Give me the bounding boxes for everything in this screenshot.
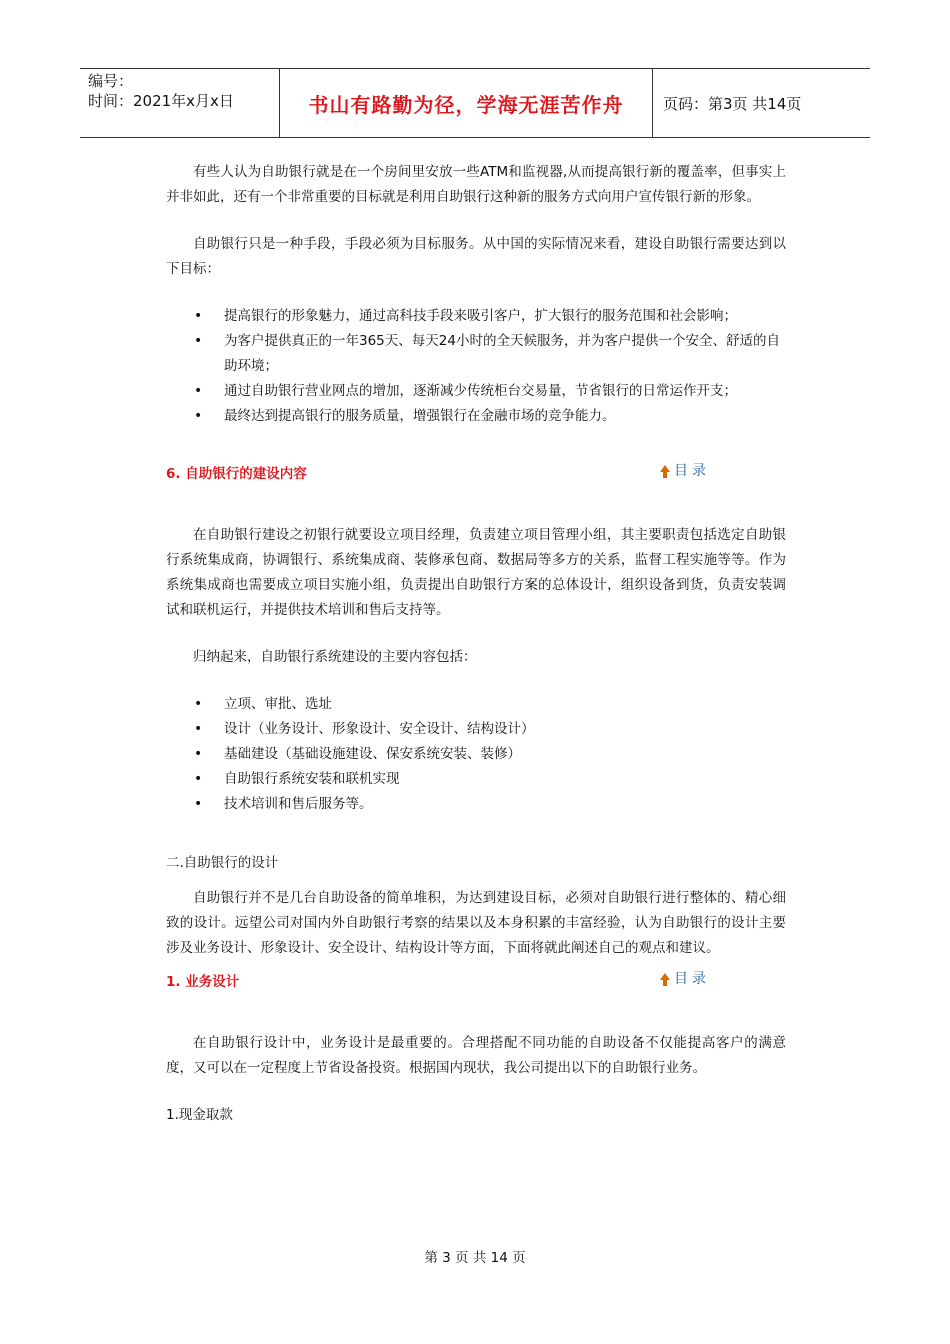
list-item: • 基础建设（基础设施建设、保安系统安装、装修）: [166, 742, 786, 767]
paragraph: 自助银行并不是几台自助设备的简单堆积，为达到建设目标，必须对自助银行进行整体的、精心细致的设计。远望公司对国内外自助银行考察的结果以及本身积累的丰富经验，认为自助银行的设计主要涉及业务设计、形象设计、安全设计、结构设计等方面，下面将就此阐述自己的观点和建议。: [166, 890, 786, 956]
section-heading: [166, 967, 786, 997]
paragraph: 归纳起来，自助银行系统建设的主要内容包括：: [193, 649, 477, 665]
page-footer: 第 3 页 共 14 页: [424, 1250, 526, 1266]
list-item: • 立项、审批、选址: [166, 692, 786, 717]
page-header: [80, 68, 870, 138]
list-item: • 设计（业务设计、形象设计、安全设计、结构设计）: [166, 717, 786, 742]
list-item: • 最终达到提高银行的服务质量，增强银行在金融市场的竞争能力。: [166, 404, 786, 429]
contents-list: [166, 692, 786, 817]
header-motto: 书山有路勤为径，学海无涯苦作舟: [280, 69, 653, 137]
paragraph: 在自助银行建设之初银行就要设立项目经理，负责建立项目管理小组，其主要职责包括选定自助银行系统集成商，协调银行、系统集成商、装修承包商、数据局等多方的关系，监督工程实施等等。作为系统集成商也需要成立项目实施小组，负责提出自助银行方案的总体设计，组织设备到货，负责安装调试和联机运行，并提供技术培训和售后支持等。: [166, 527, 786, 618]
paragraph: 自助银行只是一种手段，手段必须为目标服务。从中国的实际情况来看，建设自助银行需要达到以下目标：: [166, 236, 786, 277]
section-title: 1. 业务设计: [166, 973, 240, 990]
subsection-title: 1.现金取款: [166, 1107, 233, 1123]
up-arrow-icon: [660, 973, 670, 980]
toc-label: 目录: [674, 971, 710, 987]
toc-label: 目录: [674, 463, 710, 479]
section-heading: [166, 459, 786, 489]
paragraph: 在自助银行设计中，业务设计是最重要的。合理搭配不同功能的自助设备不仅能提高客户的满意度，又可以在一定程度上节省设备投资。根据国内现状，我公司提出以下的自助银行业务。: [166, 1035, 786, 1076]
paragraph: 有些人认为自助银行就是在一个房间里安放一些ATM和监视器,从而提高银行新的覆盖率，但事实上并非如此，还有一个非常重要的目标就是利用自助银行这种新的服务方式向用户宣传银行新的形象。: [166, 164, 786, 205]
list-item: • 为客户提供真正的一年365天、每天24小时的全天候服务，并为客户提供一个安全、舒适的自助环境；: [166, 329, 786, 379]
document-body: [166, 160, 786, 1128]
document-number: 编号：: [88, 72, 134, 90]
chapter-title: 二.自助银行的设计: [166, 855, 279, 871]
list-item: • 技术培训和售后服务等。: [166, 792, 786, 817]
toc-link[interactable]: [660, 967, 710, 992]
header-page-info: 页码：第3页 共14页: [663, 94, 802, 113]
up-arrow-icon: [660, 465, 670, 472]
goals-list: [166, 304, 786, 429]
list-item: • 通过自助银行营业网点的增加，逐渐减少传统柜台交易量，节省银行的日常运作开支；: [166, 379, 786, 404]
document-date: 时间：2021年x月x日: [88, 92, 234, 110]
list-item: • 提高银行的形象魅力，通过高科技手段来吸引客户，扩大银行的服务范围和社会影响；: [166, 304, 786, 329]
toc-link[interactable]: [660, 459, 710, 484]
header-meta: [80, 69, 280, 137]
list-item: • 自助银行系统安装和联机实现: [166, 767, 786, 792]
section-title: 6. 自助银行的建设内容: [166, 465, 307, 482]
